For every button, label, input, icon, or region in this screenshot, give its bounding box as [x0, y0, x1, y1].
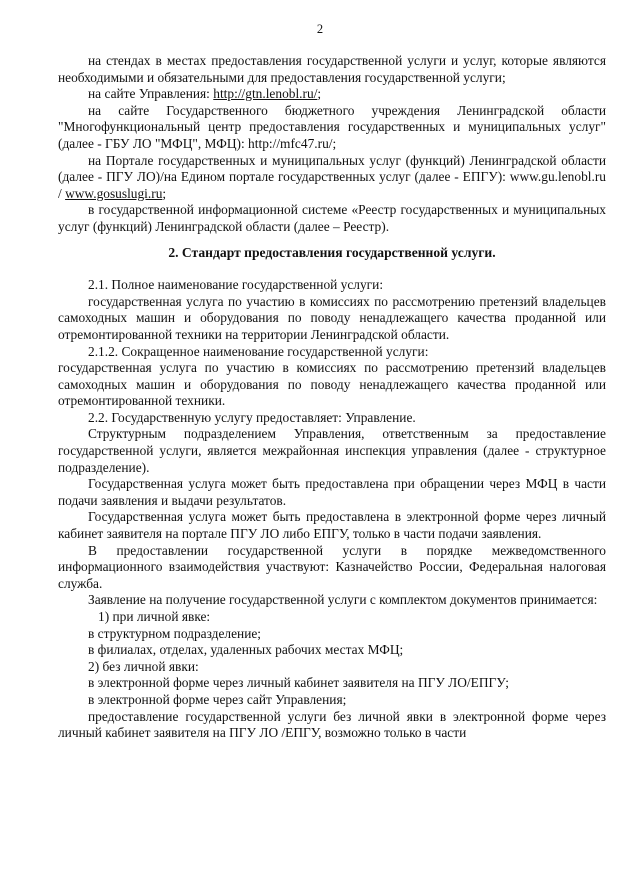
site-suffix: ;	[317, 86, 322, 102]
body-paragraph: Государственная услуга может быть предоставлена в электронной форме через личный кабинет заявителя на портале ПГУ ЛО либо ЕПГУ, только в части подачи заявления.	[58, 509, 606, 542]
body-paragraph: В предоставлении государственной услуги в порядке межведомственного информационного взаимодействия участвуют: Казначейство России, Федеральная налоговая служба.	[58, 542, 606, 591]
document-body	[58, 53, 606, 742]
site-prefix: на сайте Управления:	[88, 86, 214, 102]
paragraph-registry: в государственной информационной системе «Реестр государственных и муниципальных услуг (функций) Ленинградской области (далее – Реестр).	[58, 202, 606, 234]
body-paragraph: в филиалах, отделах, удаленных рабочих местах МФЦ;	[88, 642, 404, 658]
body-paragraph: 1) при личной явке:	[98, 609, 211, 624]
page-number: 2	[316, 22, 324, 36]
body-paragraph: 2.1.2. Сокращенное наименование государственной услуги:	[88, 343, 429, 359]
body-paragraph: в структурном подразделение;	[88, 625, 262, 641]
body-paragraph: Структурным подразделением Управления, ответственным за предоставление государственной услуги, является межрайонная инспекция управления (далее - структурное подразделение).	[58, 426, 606, 475]
body-paragraph: государственная услуга по участию в комиссиях по рассмотрению претензий владельцев самоходных машин и оборудования по поводу ненадлежащего качества проданной или отремонтированной техники на территории Ленинградской области.	[58, 293, 606, 342]
body-paragraph: Заявление на получение государственной услуги с комплектом документов принимается:	[88, 592, 598, 608]
body-paragraph: предоставление государственной услуги без личной явки в электронной форме через личный кабинет заявителя на ПГУ ЛО /ЕПГУ, возможно только в части	[58, 708, 606, 741]
body-paragraph: в электронной форме через сайт Управления;	[88, 691, 347, 707]
body-paragraph: 2) без личной явки:	[88, 658, 199, 674]
paragraph-site-upravleniya	[58, 86, 606, 103]
body-paragraph: в электронной форме через личный кабинет заявителя на ПГУ ЛО/ЕПГУ;	[88, 675, 509, 691]
link-gtn-lenobl[interactable]: http://gtn.lenobl.ru/	[213, 86, 318, 102]
link-gosuslugi[interactable]: www.gosuslugi.ru	[65, 185, 163, 201]
portal-suffix: ;	[162, 185, 167, 201]
paragraph-portal	[58, 153, 606, 203]
body-paragraph: 2.1. Полное наименование государственной услуги:	[88, 277, 384, 293]
section-body	[58, 277, 606, 742]
section-heading: 2. Стандарт предоставления государственной услуги.	[168, 244, 496, 260]
body-paragraph: государственная услуга по участию в комиссиях по рассмотрению претензий владельцев самоходных машин и оборудования по поводу ненадлежащего качества проданной или отремонтированной техники.	[58, 360, 606, 409]
paragraph-stands: на стендах в местах предоставления государственной услуги и услуг, которые являются необходимыми и обязательными для предоставления государственной услуги;	[58, 53, 606, 85]
body-paragraph: Государственная услуга может быть предоставлена при обращении через МФЦ в части подачи заявления и выдачи результатов.	[58, 476, 606, 508]
body-paragraph: 2.2. Государственную услугу предоставляет: Управление.	[88, 409, 416, 425]
paragraph-mfc-site: на сайте Государственного бюджетного учреждения Ленинградской области "Многофункциональный центр предоставления государственных и муниципальных услуг" (далее - ГБУ ЛО "МФЦ", МФЦ): http://mfc47.ru/;	[58, 102, 606, 151]
portal-prefix: на Портале государственных и муниципальных услуг (функций) Ленинградской области (далее - ПГУ ЛО)/на Едином портале государственных услуг (далее - ЕПГУ): www.gu.lenobl.ru /	[58, 152, 606, 201]
